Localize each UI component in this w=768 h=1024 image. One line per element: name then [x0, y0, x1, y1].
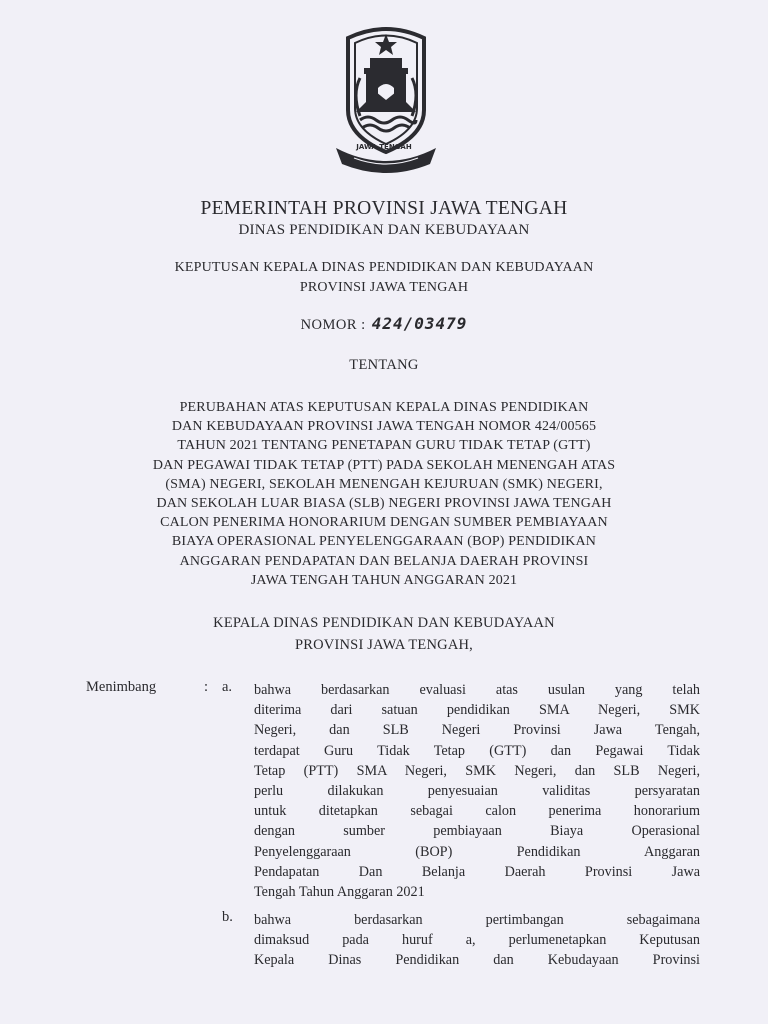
paragraph-line: dimaksud pada huruf a, perlumenetapkan Keputusan [254, 932, 700, 949]
subject-line: PERUBAHAN ATAS KEPUTUSAN KEPALA DINAS PENDIDIKAN [179, 400, 589, 415]
subject-line: DAN PEGAWAI TIDAK TETAP (PTT) PADA SEKOLAH MENENGAH ATAS [152, 457, 616, 473]
decree-title-line: PROVINSI JAWA TENGAH [299, 280, 469, 295]
paragraph-line: perlu dilakukan penyesuaian validitas persyaratan [254, 783, 700, 800]
subject-line: CALON PENERIMA HONORARIUM DENGAN SUMBER PEMBIAYAAN [160, 515, 608, 531]
nomor-value: 424/03479 [371, 314, 468, 333]
paragraph-line: dengan sumber pembiayaan Biaya Operasional [254, 823, 700, 840]
issuer-line: KEPALA DINAS PENDIDIKAN DAN KEBUDAYAAN [213, 615, 555, 631]
decree-title-line: KEPUTUSAN KEPALA DINAS PENDIDIKAN DAN KEBUDAYAAN [174, 260, 594, 275]
considering-label: Menimbang [86, 679, 157, 695]
paragraph-line: bahwa berdasarkan evaluasi atas usulan yang telah [254, 682, 700, 698]
paragraph-line: Tengah Tahun Anggaran 2021 [254, 884, 425, 901]
issuer-line: PROVINSI JAWA TENGAH, [295, 637, 473, 653]
paragraph-line: Tetap (PTT) SMA Negeri, SMK Negeri, dan SLB Negeri, [254, 762, 700, 779]
subject-line: DAN SEKOLAH LUAR BIASA (SLB) NEGERI PROVINSI JAWA TENGAH [156, 496, 612, 512]
emblem-ribbon-text: JAWA TENGAH [356, 143, 412, 151]
paragraph-line: terdapat Guru Tidak Tetap (GTT) dan Pegawai Tidak [254, 742, 700, 759]
paragraph-line: Negeri, dan SLB Negeri Provinsi Jawa Tengah, [254, 722, 700, 739]
agency-heading: DINAS PENDIDIKAN DAN KEBUDAYAAN [238, 222, 530, 238]
government-heading: PEMERINTAH PROVINSI JAWA TENGAH [200, 198, 568, 219]
decree-subject [0, 398, 768, 590]
considering-item-b [254, 910, 700, 971]
issuer-heading [0, 612, 768, 656]
subject-line: TAHUN 2021 TENTANG PENETAPAN GURU TIDAK TETAP (GTT) [177, 438, 591, 454]
subject-line: JAWA TENGAH TAHUN ANGGARAN 2021 [250, 572, 518, 588]
item-marker-b: b. [222, 909, 233, 925]
paragraph-line: Penyelenggaraan (BOP) Pendidikan Anggaran [254, 843, 700, 860]
item-marker-a: a. [222, 679, 233, 695]
paragraph-line: Kepala Dinas Pendidikan dan Kebudayaan Provinsi [254, 952, 700, 969]
provincial-coat-of-arms-emblem [330, 18, 442, 178]
paragraph-line: untuk ditetapkan sebagai calon penerima honorarium [254, 803, 700, 820]
subject-line: ANGGARAN PENDAPATAN DAN BELANJA DAERAH PROVINSI [179, 553, 589, 569]
tentang-heading: TENTANG [349, 357, 419, 373]
paragraph-line: Pendapatan Dan Belanja Daerah Provinsi Jawa [254, 863, 700, 880]
considering-item-a [254, 680, 700, 902]
paragraph-line: bahwa berdasarkan pertimbangan sebagaimana [254, 912, 700, 928]
decree-number [0, 314, 768, 334]
subject-line: BIAYA OPERASIONAL PENYELENGGARAAN (BOP) PENDIDIKAN [171, 534, 597, 550]
nomor-label: NOMOR : [300, 317, 366, 333]
considering-colon: : [204, 679, 209, 695]
paragraph-line: diterima dari satuan pendidikan SMA Negeri, SMK [254, 702, 700, 719]
subject-line: (SMA) NEGERI, SEKOLAH MENENGAH KEJURUAN (SMK) NEGERI, [165, 476, 603, 492]
decree-title [0, 258, 768, 298]
subject-line: DAN KEBUDAYAAN PROVINSI JAWA TENGAH NOMOR 424/00565 [171, 419, 597, 435]
